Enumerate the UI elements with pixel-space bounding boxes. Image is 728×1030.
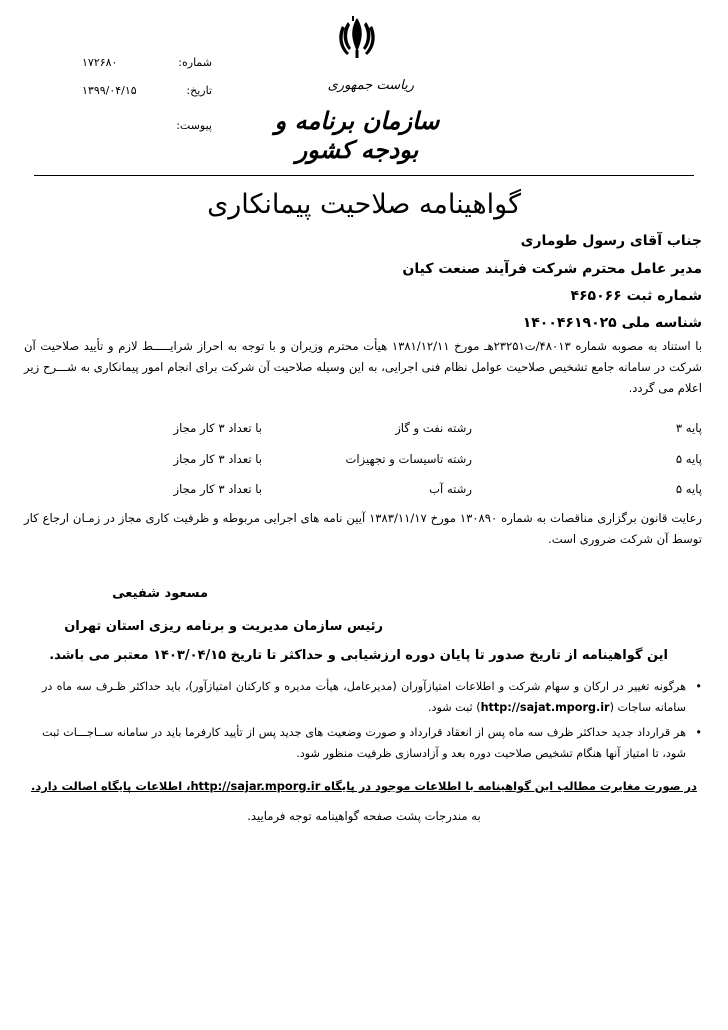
grade-row (24, 452, 702, 472)
registration-number: شماره ثبت ۴۶۵۰۶۶ (570, 288, 702, 304)
date-value: ۱۳۹۹/۰۴/۱۵ (82, 84, 137, 97)
recipient-salutation: جناب آقای رسول طوماری (520, 233, 702, 249)
org-subtitle: ریاست جمهوری (327, 78, 414, 93)
grade-row (24, 482, 702, 502)
sajar-link[interactable]: http://sajar.mporg.ir (190, 779, 321, 793)
grade-row (24, 421, 702, 441)
recipient-position: مدیر عامل محترم شرکت فرآیند صنعت کیان (402, 261, 702, 277)
validity-statement: این گواهینامه از تاریخ صدور تا پایان دوره ارزشیابی و حداکثر تا تاریخ ۱۴۰۳/۰۴/۱۵ معتبر می باشد. (49, 648, 668, 663)
grade-level: پایه ۳ (675, 421, 702, 435)
header-divider (34, 175, 694, 176)
grade-level: پایه ۵ (675, 452, 702, 466)
signatory-position: رئیس سازمان مدیریت و برنامه ریزی استان تهران (64, 619, 383, 634)
list-item: • هر قرارداد جدید حداکثر ظرف سه ماه پس از انعقاد قرارداد و صورت وضعیت های جدید پس از تأیید کارفرما باید در سامانه ســاجـــات ثبت شود، تا امتیاز آنها هنگام تشخیص صلاحیت دوره بعد و آزادسازی ظرفیت منظور شود. (42, 722, 702, 764)
footer-note: به مندرجات پشت صفحه گواهینامه توجه فرمایید. (247, 809, 481, 823)
warning-note: در صورت مغایرت مطالب این گواهینامه با اطلاعات موجود در پایگاه http://sajar.mporg.ir، اطلاعات پایگاه اصالت دارد. (31, 779, 697, 793)
number-value: ۱۷۲۶۸۰ (82, 56, 118, 69)
document-title: گواهینامه صلاحیت پیمانکاری (207, 189, 521, 220)
grade-capacity: با تعداد ۳ کار مجاز (173, 482, 262, 496)
grade-capacity: با تعداد ۳ کار مجاز (173, 421, 262, 435)
attachment-label: پیوست: (176, 119, 212, 132)
organization-logo (262, 14, 452, 164)
grade-field: رشته نفت و گاز (395, 421, 472, 435)
bullet-icon: • (695, 680, 702, 693)
grade-field: رشته آب (429, 482, 472, 496)
compliance-paragraph: رعایت قانون برگزاری مناقصات به شماره ۱۳۰۸۹۰ مورخ ۱۳۸۳/۱۱/۱۷ آیین نامه های اجرایی مربوطه و ظرفیت کاری مجاز در زمـان ارجاع کار توسط آن شرکت ضروری است. (24, 511, 702, 546)
national-id: شناسه ملی ۱۴۰۰۴۶۱۹۰۲۵ (522, 315, 702, 331)
grade-level: پایه ۵ (675, 482, 702, 496)
sajat-link[interactable]: http://sajat.mporg.ir (480, 701, 610, 714)
notes-list (42, 676, 702, 768)
letter-meta (82, 56, 212, 136)
grade-field: رشته تاسیسات و تجهیزات (345, 452, 472, 466)
list-item: • هرگونه تغییر در ارکان و سهام شرکت و اطلاعات امتیازآوران (مدیرعامل، هیأت مدیره و کارکنان امتیازآور)، باید حداکثر ظـرف سه ماه در سامانه ساجات (http://sajat.mporg.ir) ثبت شود. (42, 676, 702, 718)
number-label: شماره: (178, 56, 212, 69)
intro-paragraph: با استناد به مصوبه شماره ۴۸۰۱۳/ت۲۳۲۵۱هـ مورخ ۱۳۸۱/۱۲/۱۱ هیأت محترم وزیران و با توجه به احراز شرایـــــط لازم و تأیید صلاحیت آن شرکت در سامانه جامع تشخیص صلاحیت عوامل نظام فنی اجرایی، به این وسیله صلاحیت آن شرکت برای انجام امور پیمانکاری به شـــرح زیر اعلام می گردد. (24, 339, 702, 395)
iran-emblem-icon (337, 14, 377, 60)
signatory-name: مسعود شفیعی (112, 586, 208, 601)
grade-capacity: با تعداد ۳ کار مجاز (173, 452, 262, 466)
org-name: سازمان برنامه و بودجه کشور (274, 106, 440, 164)
date-label: تاریخ: (186, 84, 212, 97)
bullet-icon: • (695, 726, 702, 739)
